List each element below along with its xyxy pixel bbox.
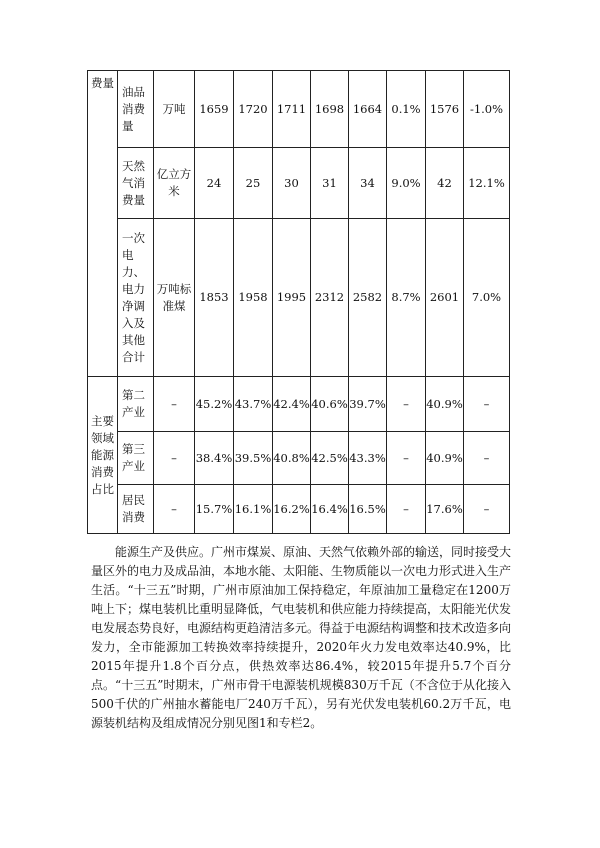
cell: 1576: [426, 71, 464, 148]
body-paragraph: [91, 543, 511, 733]
row-item: 第二产业: [118, 377, 154, 432]
cell: 39.5%: [234, 432, 273, 485]
row-unit: –: [154, 432, 195, 485]
cell: 43.7%: [234, 377, 273, 432]
paragraph-text: 能源生产及供应。广州市煤炭、原油、天然气依赖外部的输送，同时接受大量区外的电力及成品油，本地水能、太阳能、生物质能以一次电力形式进入生产生活。“十三五”时期，广州市原油加工保持稳定，年原油加工量稳定在1200万吨上下；煤电装机比重明显降低，气电装机和供应能力持续提高，太阳能光伏发电发展态势良好，电源结构更趋清洁多元。得益于电源结构调整和技术改造多向发力，全市能源加工转换效率持续提升，2020年火力发电效率达40.9%，比2015年提升1.8个百分点，供热效率达86.4%，较2015年提升5.7个百分点。“十三五”时期末，广州市骨干电源装机规模830万千瓦（不含位于从化接入500千伏的广州抽水蓄能电厂240万千瓦），另有光伏发电装机60.2万千瓦，电源装机结构及组成情况分别见图1和专栏2。: [91, 545, 512, 730]
cell: 15.7%: [195, 485, 234, 534]
table-row: [88, 377, 510, 432]
cell: 42: [426, 148, 464, 219]
row-item: 居民消费: [118, 485, 154, 534]
cell: 43.3%: [349, 432, 387, 485]
cell: 34: [349, 148, 387, 219]
cell: 40.6%: [311, 377, 349, 432]
energy-table: [87, 70, 510, 534]
cell: –: [387, 377, 426, 432]
cell: 45.2%: [195, 377, 234, 432]
cell: 1958: [234, 219, 273, 377]
cell: 1711: [273, 71, 311, 148]
table-row: [88, 148, 510, 219]
cell: 40.8%: [273, 432, 311, 485]
cell: 2582: [349, 219, 387, 377]
table-row: [88, 485, 510, 534]
table-row: [88, 219, 510, 377]
cell: 1853: [195, 219, 234, 377]
row-unit: 万吨标准煤: [154, 219, 195, 377]
cell: 42.5%: [311, 432, 349, 485]
cell: 16.2%: [273, 485, 311, 534]
table-row: [88, 432, 510, 485]
row-unit: –: [154, 377, 195, 432]
cell: –: [464, 432, 510, 485]
cell: 12.1%: [464, 148, 510, 219]
cell: 25: [234, 148, 273, 219]
cell: 1698: [311, 71, 349, 148]
cell: 1995: [273, 219, 311, 377]
cell: 40.9%: [426, 377, 464, 432]
cell: –: [464, 485, 510, 534]
row-unit: –: [154, 485, 195, 534]
cell: 2312: [311, 219, 349, 377]
cell: 16.1%: [234, 485, 273, 534]
cell: 16.4%: [311, 485, 349, 534]
group-label-consumption: 费量: [88, 71, 118, 377]
cell: –: [387, 485, 426, 534]
cell: –: [464, 377, 510, 432]
row-item: 油品消费量: [118, 71, 154, 148]
row-unit: 亿立方米: [154, 148, 195, 219]
row-item: 天然气消费量: [118, 148, 154, 219]
table-row: [88, 71, 510, 148]
cell: 38.4%: [195, 432, 234, 485]
cell: 30: [273, 148, 311, 219]
row-unit: 万吨: [154, 71, 195, 148]
cell: 24: [195, 148, 234, 219]
cell: 42.4%: [273, 377, 311, 432]
cell: 1659: [195, 71, 234, 148]
cell: 8.7%: [387, 219, 426, 377]
cell: 40.9%: [426, 432, 464, 485]
cell: 1664: [349, 71, 387, 148]
group-label-share: 主要领域能源消费占比: [88, 377, 118, 534]
cell: 39.7%: [349, 377, 387, 432]
row-item: 第三产业: [118, 432, 154, 485]
cell: 7.0%: [464, 219, 510, 377]
cell: 17.6%: [426, 485, 464, 534]
cell: 0.1%: [387, 71, 426, 148]
cell: –: [387, 432, 426, 485]
cell: 9.0%: [387, 148, 426, 219]
cell: 16.5%: [349, 485, 387, 534]
cell: 31: [311, 148, 349, 219]
row-item: 一次电力、电力净调入及其他合计: [118, 219, 154, 377]
cell: 1720: [234, 71, 273, 148]
cell: 2601: [426, 219, 464, 377]
cell: -1.0%: [464, 71, 510, 148]
